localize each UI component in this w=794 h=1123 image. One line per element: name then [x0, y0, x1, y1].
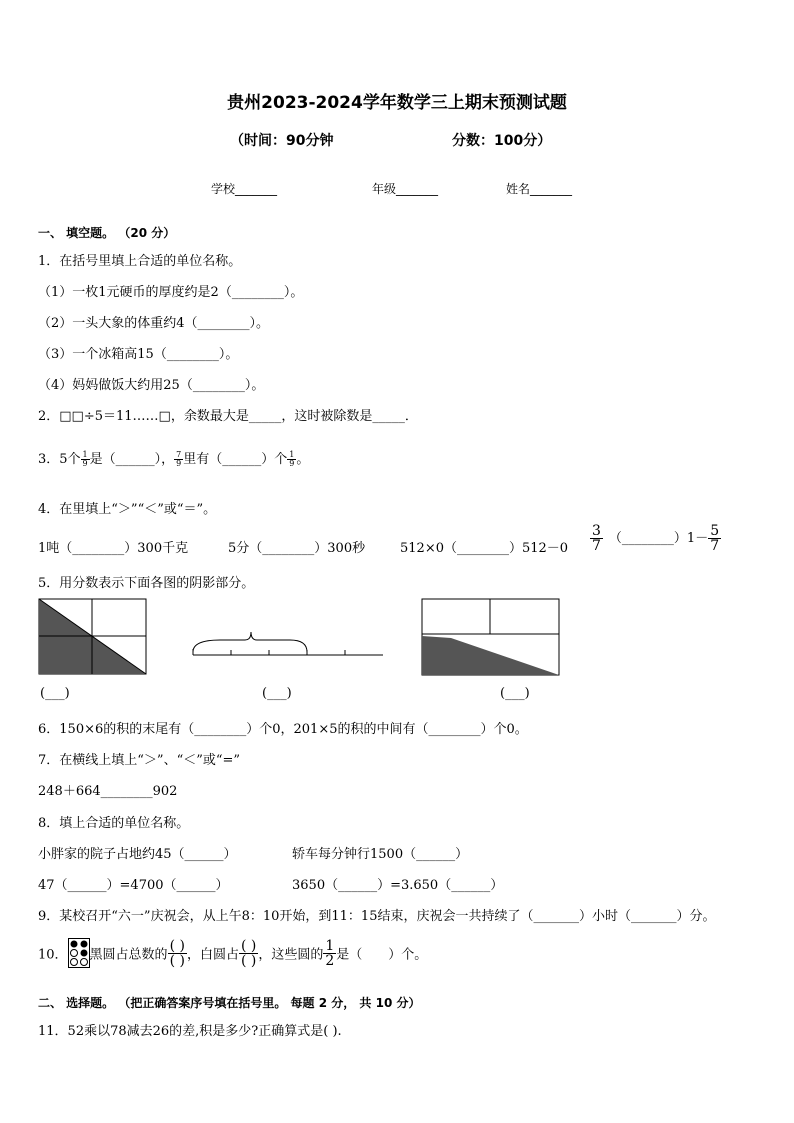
q2-text: 2．□□÷5＝11……□，余数最大是_____，这时被除数是_____．	[38, 409, 418, 424]
q8-item-b: 轿车每分钟行1500（______）	[292, 847, 469, 862]
q3-part-d: 。	[296, 452, 310, 467]
q3-part-c: 里有（______）个	[183, 452, 288, 467]
blank-fraction-black[interactable]: $\frac{( )}{( )}$	[169, 937, 185, 969]
school-field[interactable]: 学校_______	[211, 182, 278, 196]
section-2-heading: 二、 选择题。 （把正确答案序号填在括号里。 每题 2 分， 共 10 分）	[38, 996, 421, 1010]
fraction-7-9: $\frac{7}{9}$	[176, 450, 182, 468]
figure-3-shaded-rect	[421, 598, 561, 678]
q4-compare-2: 5分（________）300秒	[228, 541, 366, 556]
figure-2-number-line	[190, 628, 386, 662]
q10-part-d: ，这些圆的	[258, 947, 324, 963]
grade-field[interactable]: 年级_______	[372, 182, 439, 196]
q11-text: 11．52乘以78减去26的差,积是多少?正确算式是( ).	[38, 1024, 342, 1039]
fraction-1-9-b: $\frac{1}{9}$	[289, 450, 295, 468]
q8-stem: 8．填上合适的单位名称。	[38, 816, 190, 831]
q6-text: 6．150×6的积的末尾有（________）个0，201×5的积的中间有（________）个0。	[38, 722, 528, 737]
exam-time: （时间：90分钟	[230, 133, 334, 149]
fraction-3-7: $\frac{3}{7}$	[592, 523, 601, 554]
q4-c4-text: （________）1－	[608, 531, 709, 546]
q3-part-a: 3．5个	[38, 452, 81, 467]
q8-item-a: 小胖家的院子占地约45（______）	[38, 847, 237, 862]
q1-item-3: （3）一个冰箱高15（________）。	[38, 347, 239, 362]
q7-expression: 248＋664________902	[38, 784, 178, 799]
q4-compare-4	[590, 524, 721, 553]
q10-part-c: ，白圆占	[186, 947, 239, 963]
q3-text	[38, 448, 309, 468]
q1-item-4: （4）妈妈做饭大约用25（________）。	[38, 378, 265, 393]
q1-item-1: （1）一枚1元硬币的厚度约是2（________）。	[38, 285, 304, 300]
q8-item-c: 47（______）=4700（______）	[38, 878, 229, 893]
fraction-1-2: $\frac{1}{2}$	[325, 937, 335, 969]
figure-1-shaded-rect	[38, 598, 148, 676]
q9-text: 9．某校召开“六一”庆祝会，从上午8：10开始，到11：15结束，庆祝会一共持续了（_______）小时（_______）分。	[38, 909, 716, 924]
blank-fraction-white[interactable]: $\frac{( )}{( )}$	[240, 937, 257, 969]
fraction-1-9: $\frac{1}{9}$	[82, 450, 88, 468]
q7-stem: 7．在横线上填上“＞”、“＜”或“=”	[38, 753, 241, 768]
q10-number: 10．	[38, 947, 68, 963]
page-title: 贵州2023-2024学年数学三上期末预测试题	[227, 93, 567, 113]
q4-compare-3: 512×0（________）512－0	[400, 541, 569, 556]
q8-item-d: 3650（______）=3.650（______）	[292, 878, 504, 893]
q5-blank-3[interactable]: (___)	[500, 686, 530, 701]
exam-score: 分数：100分）	[452, 133, 552, 149]
q1-stem: 1．在括号里填上合适的单位名称。	[38, 254, 242, 269]
q4-compare-1: 1吨（________）300千克	[38, 541, 189, 556]
q4-stem: 4．在里填上“＞”“＜”或“＝”。	[38, 502, 217, 517]
q10-part-b: 黑圆占总数的	[89, 947, 168, 963]
name-field[interactable]: 姓名_______	[506, 182, 573, 196]
q5-blank-2[interactable]: (___)	[262, 686, 292, 701]
fraction-5-7: $\frac{5}{7}$	[710, 523, 720, 554]
q10-part-e: 是（ ）个。	[336, 947, 428, 963]
q10-text	[38, 938, 427, 968]
q5-stem: 5．用分数表示下面各图的阴影部分。	[38, 576, 255, 591]
q5-blank-1[interactable]: (___)	[40, 686, 70, 701]
q3-part-b: 是（______），	[89, 452, 175, 467]
section-1-heading: 一、 填空题。 （20 分）	[38, 226, 176, 240]
q1-item-2: （2）一头大象的体重约4（________）。	[38, 316, 270, 331]
circles-icon	[68, 938, 90, 968]
